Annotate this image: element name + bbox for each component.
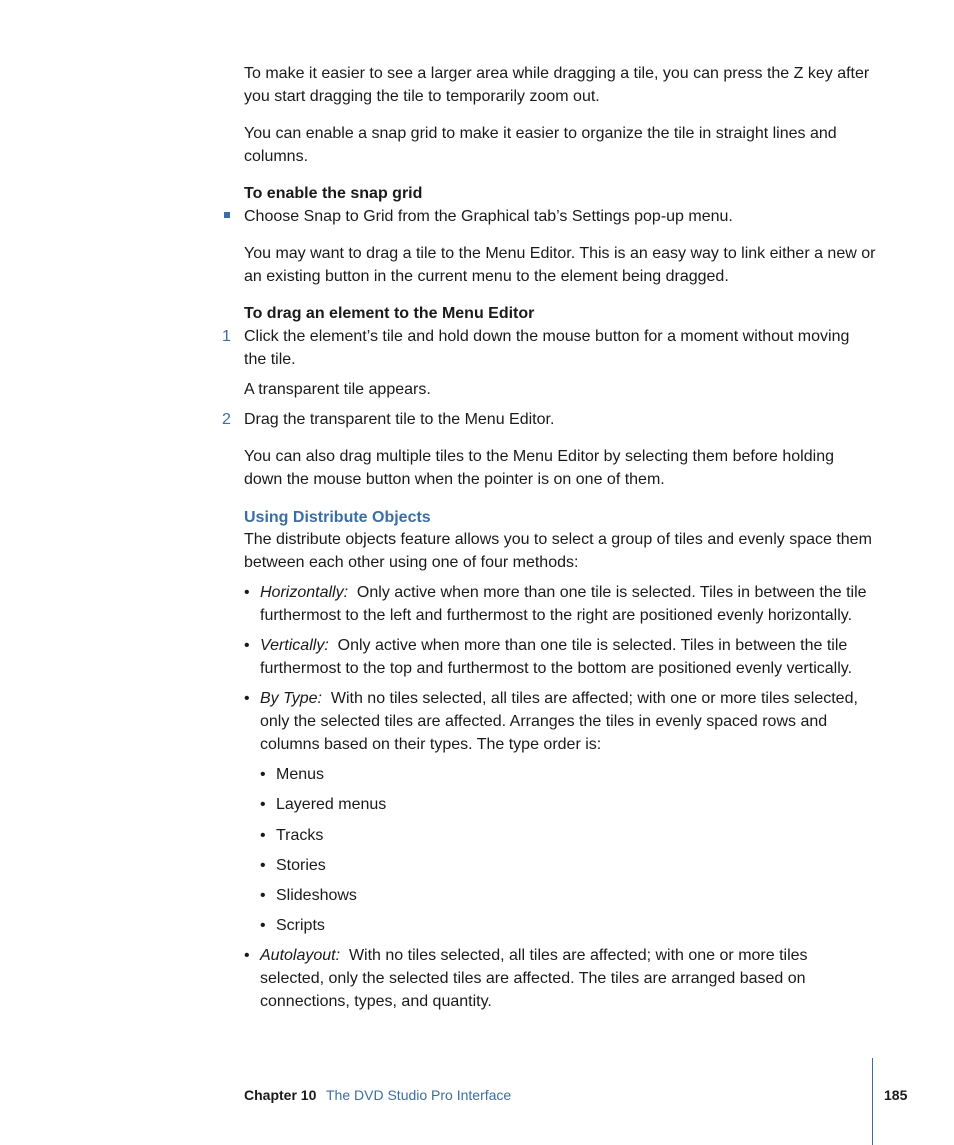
sub-bullet-dot: •: [260, 827, 266, 844]
method-term: By Type:: [260, 690, 322, 707]
bullet-dot: •: [244, 584, 250, 601]
method-term: Vertically:: [260, 637, 329, 654]
step-1-text: Click the element’s tile and hold down the mouse button for a moment without moving the tile.: [244, 328, 850, 368]
step-1-result: A transparent tile appears.: [244, 381, 431, 398]
method-term: Horizontally:: [260, 584, 349, 601]
type-order-item: Layered menus: [276, 796, 387, 813]
method-by-type: [260, 687, 876, 756]
method-description: With no tiles selected, all tiles are affected; with one or more tiles selected, only the selected tiles are affected. The tiles are arranged based on connections, types, and quantity.: [260, 947, 808, 1010]
footer-chapter-label: Chapter 10: [244, 1087, 317, 1103]
sub-bullet-dot: •: [260, 766, 266, 783]
multi-drag-note: You can also drag multiple tiles to the Menu Editor by selecting them before holding down the mouse button when the pointer is on one of them.: [244, 448, 834, 488]
method-vertically: [260, 634, 876, 680]
method-description: With no tiles selected, all tiles are affected; with one or more tiles selected, only the selected tiles are affected. Arranges the tiles in evenly spaced rows and columns based on their types. The type order is:: [260, 690, 858, 753]
method-autolayout: [260, 944, 876, 1013]
type-order-item: Slideshows: [276, 887, 357, 904]
zoom-tip-paragraph: To make it easier to see a larger area while dragging a tile, you can press the Z key after you start dragging the tile to temporarily zoom out.: [244, 65, 870, 105]
type-order-item: Menus: [276, 766, 325, 783]
sub-bullet-dot: •: [260, 796, 266, 813]
method-description: Only active when more than one tile is selected. Tiles in between the tile furthermost to the left and furthermost to the right are positioned evenly horizontally.: [260, 584, 867, 624]
type-order-item: Stories: [276, 857, 326, 874]
section-title: Using Distribute Objects: [244, 509, 431, 526]
drag-intro-paragraph: You may want to drag a tile to the Menu Editor. This is an easy way to link either a new or an existing button in the current menu to the element being dragged.: [244, 245, 876, 285]
step-2-text: Drag the transparent tile to the Menu Editor.: [244, 411, 555, 428]
method-horizontally: [260, 581, 876, 627]
bullet-dot: •: [244, 947, 250, 964]
footer-chapter-title: The DVD Studio Pro Interface: [326, 1087, 512, 1103]
sub-bullet-dot: •: [260, 857, 266, 874]
sub-bullet-dot: •: [260, 887, 266, 904]
step-number-1: 1: [222, 328, 231, 345]
bullet-dot: •: [244, 690, 250, 707]
drag-steps-heading: To drag an element to the Menu Editor: [244, 305, 535, 322]
method-term: Autolayout:: [260, 947, 341, 964]
type-order-item: Tracks: [276, 827, 324, 844]
method-description: Only active when more than one tile is selected. Tiles in between the tile furthermost to the top and furthermost to the bottom are positioned evenly vertically.: [260, 637, 853, 677]
step-number-2: 2: [222, 411, 231, 428]
distribute-intro: The distribute objects feature allows you to select a group of tiles and evenly space them between each other using one of four methods:: [244, 531, 872, 571]
page-number: 185: [884, 1087, 908, 1103]
snap-grid-heading: To enable the snap grid: [244, 185, 423, 202]
snap-grid-step: Choose Snap to Grid from the Graphical tab’s Settings pop-up menu.: [244, 208, 733, 225]
snap-grid-intro-paragraph: You can enable a snap grid to make it easier to organize the tile in straight lines and columns.: [244, 125, 837, 165]
sub-bullet-dot: •: [260, 917, 266, 934]
bullet-dot: •: [244, 637, 250, 654]
square-bullet-icon: [224, 212, 230, 218]
footer-divider: [872, 1058, 873, 1145]
type-order-item: Scripts: [276, 917, 325, 934]
